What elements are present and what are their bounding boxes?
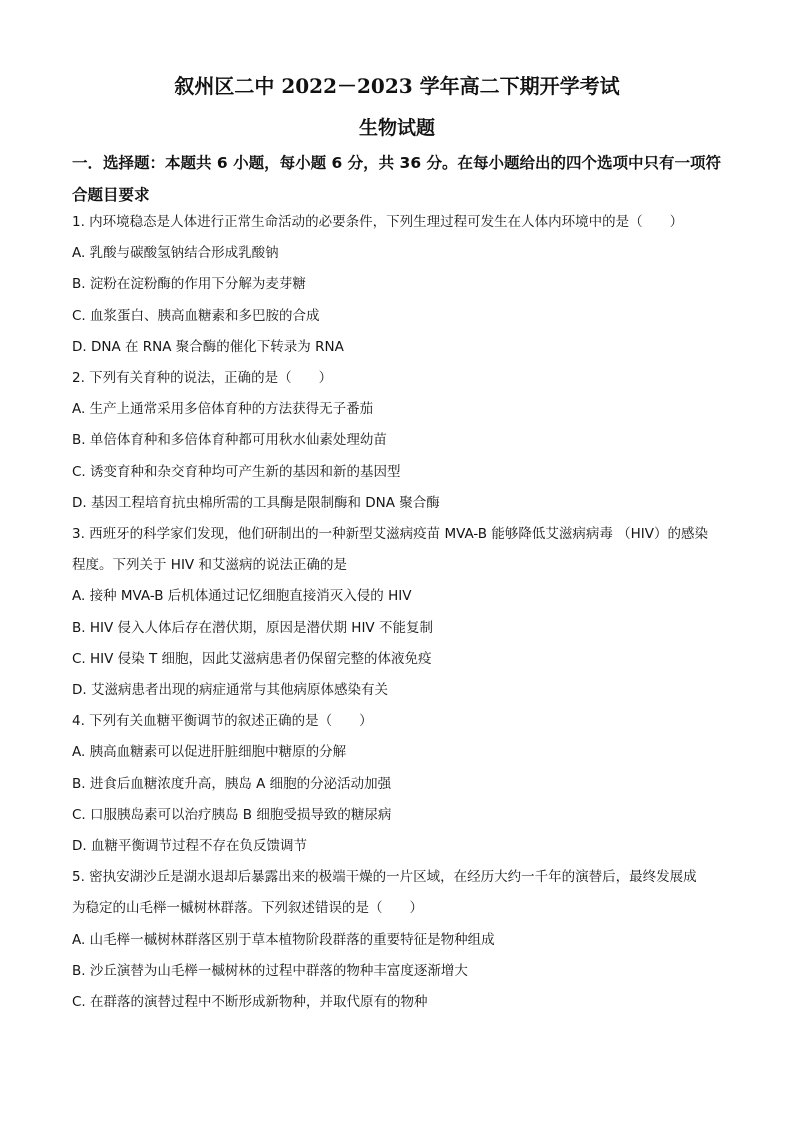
question-1-option-b: B. 淀粉在淀粉酶的作用下分解为麦芽糖 <box>72 276 306 292</box>
question-5-stem-line-1: 5. 密执安湖沙丘是湖水退却后暴露出来的极端干燥的一片区域，在经历大约一千年的演替后，最终发展成 <box>72 869 697 885</box>
question-3-option-b: B. HIV 侵入人体后存在潜伏期，原因是潜伏期 HIV 不能复制 <box>72 620 433 636</box>
question-1-option-c: C. 血浆蛋白、胰高血糖素和多巴胺的合成 <box>72 308 320 324</box>
question-4-option-a: A. 胰高血糖素可以促进肝脏细胞中糖原的分解 <box>72 744 347 760</box>
question-3-option-c: C. HIV 侵染 T 细胞，因此艾滋病患者仍保留完整的体液免疫 <box>72 651 432 667</box>
section-header-line-1: 一．选择题：本题共 6 小题，每小题 6 分，共 36 分。在每小题给出的四个选项中只有一项符 <box>72 154 722 172</box>
question-4-stem: 4. 下列有关血糖平衡调节的叙述正确的是（ ） <box>72 713 373 729</box>
question-4-option-c: C. 口服胰岛素可以治疗胰岛 B 细胞受损导致的糖尿病 <box>72 807 392 823</box>
question-1-option-d: D. DNA 在 RNA 聚合酶的催化下转录为 RNA <box>72 339 344 355</box>
question-1-option-a: A. 乳酸与碳酸氢钠结合形成乳酸钠 <box>72 245 279 261</box>
question-2-option-c: C. 诱变育种和杂交育种均可产生新的基因和新的基因型 <box>72 464 401 480</box>
question-3-option-a: A. 接种 MVA-B 后机体通过记忆细胞直接消灭入侵的 HIV <box>72 588 412 604</box>
question-2-option-a: A. 生产上通常采用多倍体育种的方法获得无子番茄 <box>72 401 374 417</box>
question-2-option-b: B. 单倍体育种和多倍体育种都可用秋水仙素处理幼苗 <box>72 432 387 448</box>
question-5-stem-line-2: 为稳定的山毛榉一槭树林群落。下列叙述错误的是（ ） <box>72 900 423 916</box>
question-3-stem-line-1: 3. 西班牙的科学家们发现，他们研制出的一种新型艾滋病疫苗 MVA-B 能够降低艾滋病病毒 （HIV）的感染 <box>72 526 709 542</box>
section-header-line-2: 合题目要求 <box>72 186 150 204</box>
question-2-option-d: D. 基因工程培育抗虫棉所需的工具酶是限制酶和 DNA 聚合酶 <box>72 495 440 511</box>
question-4-option-b: B. 进食后血糖浓度升高，胰岛 A 细胞的分泌活动加强 <box>72 776 392 792</box>
question-4-option-d: D. 血糖平衡调节过程不存在负反馈调节 <box>72 838 307 854</box>
question-5-option-a: A. 山毛榉一槭树林群落区别于草本植物阶段群落的重要特征是物种组成 <box>72 932 495 948</box>
exam-subject: 生物试题 <box>358 117 435 139</box>
question-5-option-c: C. 在群落的演替过程中不断形成新物种，并取代原有的物种 <box>72 994 428 1010</box>
question-1-stem: 1. 内环境稳态是人体进行正常生命活动的必要条件，下列生理过程可发生在人体内环境中的是（ ） <box>72 214 684 230</box>
question-3-option-d: D. 艾滋病患者出现的病症通常与其他病原体感染有关 <box>72 682 388 698</box>
question-3-stem-line-2: 程度。下列关于 HIV 和艾滋病的说法正确的是 <box>72 557 347 573</box>
exam-title: 叙州区二中 2022－2023 学年高二下期开学考试 <box>174 74 620 98</box>
question-5-option-b: B. 沙丘演替为山毛榉一槭树林的过程中群落的物种丰富度逐渐增大 <box>72 963 468 979</box>
question-2-stem: 2. 下列有关育种的说法，正确的是（ ） <box>72 370 333 386</box>
